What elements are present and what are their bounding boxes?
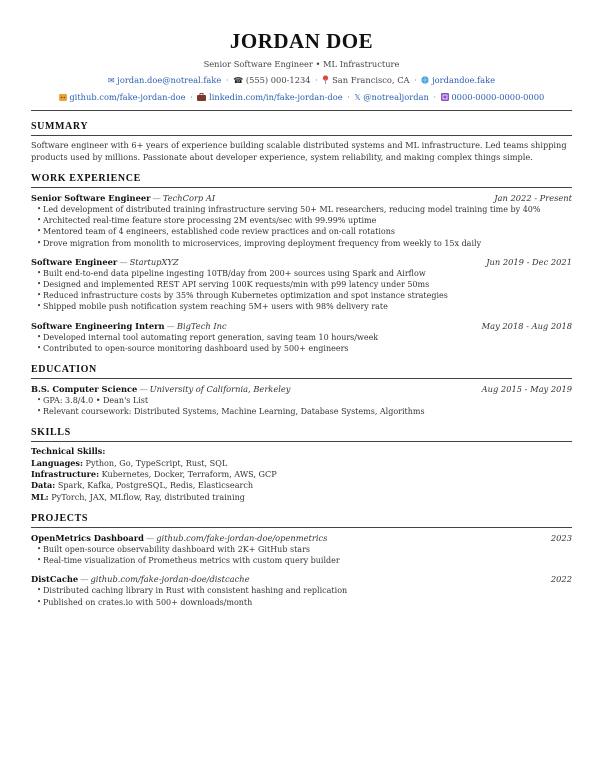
skills-value: Spark, Kafka, PostgreSQL, Redis, Elasticsearch <box>57 480 254 491</box>
x-icon: 𝕏 <box>354 93 361 102</box>
summary-section <box>31 121 572 163</box>
section-title-experience: WORK EXPERIENCE <box>31 173 141 184</box>
summary-text: Software engineer with 6+ years of experience building scalable distributed systems and ML infrastructure. Led teams shipping products used by millions. Passionate about developer experience, system reliability, and making complex things simple. <box>31 140 567 162</box>
bullet-item: • Led development of distributed training infrastructure serving 50+ ML researchers, reducing model training time by 40% <box>38 204 572 215</box>
email-link[interactable]: jordan.doe@notreal.fake <box>117 75 222 85</box>
school-name: University of California, Berkeley <box>149 384 291 395</box>
project-name: OpenMetrics Dashboard <box>31 532 144 543</box>
section-divider <box>31 135 572 136</box>
bullet-item: • Built end-to-end data pipeline ingesting 10TB/day from 200+ sources using Spark and Airflow <box>38 268 572 279</box>
bullet-list <box>31 585 572 607</box>
bullet-item: • Designed and implemented REST API serving 100K requests/min with p99 latency under 50ms <box>38 279 572 290</box>
separator: · <box>347 92 350 102</box>
experience-entry: Software Engineer — StartupXYZ Jun 2019 - Dec 2021 • Built end-to-end data pipeline ingesting 10TB/day from 200+ sources using Spark and Airflow • Designed and implemented REST API serving 100K requests/min with p99 latency under 50ms • Reduced infrastructure costs by 35% through Kubernetes optimization and spot instance strategies • Shipped mobile push notification system reaching 5M+ users with 98% delivery rate <box>31 256 572 313</box>
bullet-item: • Real-time visualization of Prometheus metrics with custom query builder <box>38 555 572 566</box>
bullet-item: • Developed internal tool automating report generation, saving team 10 hours/week <box>38 332 572 343</box>
job-title: Software Engineering Intern <box>31 320 165 331</box>
section-divider <box>31 187 572 188</box>
skills-section <box>31 427 572 502</box>
phone-icon: ☎ <box>233 76 244 85</box>
separator: · <box>315 75 318 85</box>
project-year: 2023 <box>550 532 572 543</box>
bullet-item: • Contributed to open-source monitoring dashboard used by 500+ engineers <box>38 343 572 354</box>
projects-section <box>31 513 572 608</box>
bullet-item: • Shipped mobile push notification system reaching 5M+ users with 98% delivery rate <box>38 301 572 312</box>
experience-section <box>31 173 572 354</box>
location-pin-icon <box>322 75 332 85</box>
github-icon <box>59 92 70 102</box>
bullet-list <box>31 204 572 249</box>
website-link[interactable]: jordandoe.fake <box>432 75 496 85</box>
contact-line-2 <box>31 92 572 103</box>
phone-text: (555) 000-1234 <box>245 75 311 85</box>
section-title-projects: PROJECTS <box>31 512 89 524</box>
date-range: Jun 2019 - Dec 2021 <box>486 256 572 267</box>
skills-value: PyTorch, JAX, MLflow, Ray, distributed training <box>51 491 245 502</box>
section-title-summary: SUMMARY <box>31 121 89 132</box>
bullet-item: • Relevant coursework: Distributed Systems, Machine Learning, Database Systems, Algorithms <box>38 406 572 417</box>
skills-heading: Technical Skills: <box>31 446 106 457</box>
bullet-item: • Architected real-time feature store processing 2M events/sec with 99.99% uptime <box>38 215 572 226</box>
skills-label: Infrastructure: <box>31 469 100 480</box>
section-title-education: EDUCATION <box>31 364 97 376</box>
location-text: San Francisco, CA <box>332 75 410 85</box>
skills-label: Languages: <box>31 457 83 468</box>
bullet-list <box>31 395 572 417</box>
headline: Senior Software Engineer • ML Infrastructure <box>203 59 400 69</box>
project-entry: OpenMetrics Dashboard — github.com/fake-jordan-doe/openmetrics 2023 • Built open-source observability dashboard with 2K+ GitHub stars • Real-time visualization of Prometheus metrics with custom query builder <box>31 532 572 566</box>
skills-row <box>31 492 572 503</box>
experience-entry: Senior Software Engineer — TechCorp AI Jan 2022 - Present • Led development of distributed training infrastructure serving 50+ ML researchers, reducing model training time by 40% • Architected real-time feature store processing 2M events/sec with 99.99% uptime • Mentored team of 4 engineers, established code review practices and on-call rotations • Drove migration from monolith to microservices, improving deployment frequency from weekly to 15x daily <box>31 192 572 249</box>
skills-list <box>31 446 572 502</box>
section-divider <box>31 441 572 442</box>
job-title: Software Engineer <box>31 256 118 267</box>
skills-value: Python, Go, TypeScript, Rust, SQL <box>85 457 228 468</box>
github-link[interactable]: github.com/fake-jordan-doe <box>69 92 186 102</box>
education-entry: B.S. Computer Science — University of California, Berkeley Aug 2015 - May 2019 • GPA: 3.8/4.0 • Dean's List • Relevant coursework: Distributed Systems, Machine Learning, Database Systems, Algorithms <box>31 383 572 417</box>
contact-line-1 <box>31 75 572 86</box>
skills-row <box>31 458 572 469</box>
email-icon: ✉ <box>107 76 115 85</box>
company-name: TechCorp AI <box>162 193 216 203</box>
skills-row <box>31 480 572 491</box>
date-range: Jan 2022 - Present <box>494 193 572 203</box>
bullet-item: • Mentored team of 4 engineers, established code review practices and on-call rotations <box>38 226 572 237</box>
separator: · <box>414 75 417 85</box>
project-year: 2022 <box>550 574 572 585</box>
section-title-skills: SKILLS <box>31 427 71 439</box>
skills-value: Kubernetes, Docker, Terraform, AWS, GCP <box>101 469 277 480</box>
section-divider <box>31 378 572 379</box>
project-link[interactable]: github.com/fake-jordan-doe/openmetrics <box>156 532 328 543</box>
company-name: BigTech Inc <box>176 320 227 331</box>
bullet-item: • Distributed caching library in Rust with consistent hashing and replication <box>38 585 572 596</box>
section-divider <box>31 527 572 528</box>
separator: · <box>433 92 437 102</box>
experience-entry: Software Engineering Intern — BigTech Inc May 2018 - Aug 2018 • Developed internal tool automating report generation, saving team 10 hours/week • Contributed to open-source monitoring dashboard used by 500+ engineers <box>31 320 572 354</box>
bullet-list <box>31 268 572 313</box>
bullet-item: • Reduced infrastructure costs by 35% through Kubernetes optimization and spot instance strategies <box>38 290 572 301</box>
job-title: Senior Software Engineer <box>31 193 151 203</box>
project-entry: DistCache — github.com/fake-jordan-doe/distcache 2022 • Distributed caching library in Rust with consistent hashing and replication • Published on crates.io with 500+ downloads/month <box>31 573 572 607</box>
bullet-list <box>31 332 572 354</box>
company-name: StartupXYZ <box>129 256 179 267</box>
bullet-item: • Published on crates.io with 500+ downloads/month <box>38 597 572 608</box>
orcid-icon <box>441 92 452 102</box>
bullet-list <box>31 544 572 566</box>
bullet-item: • GPA: 3.8/4.0 • Dean's List <box>38 395 572 406</box>
separator: · <box>225 75 229 85</box>
orcid-link[interactable]: 0000-0000-0000-0000 <box>451 92 545 102</box>
bullet-item: • Built open-source observability dashboard with 2K+ GitHub stars <box>38 544 572 555</box>
project-link[interactable]: github.com/fake-jordan-doe/distcache <box>90 574 250 585</box>
linkedin-link[interactable]: linkedin.com/in/fake-jordan-doe <box>209 92 343 102</box>
skills-row <box>31 469 572 480</box>
skills-label: Data: <box>31 480 56 491</box>
degree: B.S. Computer Science <box>31 384 138 395</box>
x-handle-link[interactable]: @notrealjordan <box>363 92 429 102</box>
header-divider <box>31 110 572 111</box>
candidate-name: JORDAN DOE <box>229 29 374 53</box>
linkedin-icon <box>197 92 209 102</box>
separator: · <box>190 92 193 102</box>
date-range: Aug 2015 - May 2019 <box>481 384 572 395</box>
date-range: May 2018 - Aug 2018 <box>481 320 572 331</box>
globe-icon <box>421 75 432 85</box>
education-section <box>31 364 572 417</box>
project-name: DistCache <box>31 574 79 585</box>
skills-label: ML: <box>31 491 49 502</box>
bullet-item: • Drove migration from monolith to microservices, improving deployment frequency from weekly to 15x daily <box>38 238 572 249</box>
